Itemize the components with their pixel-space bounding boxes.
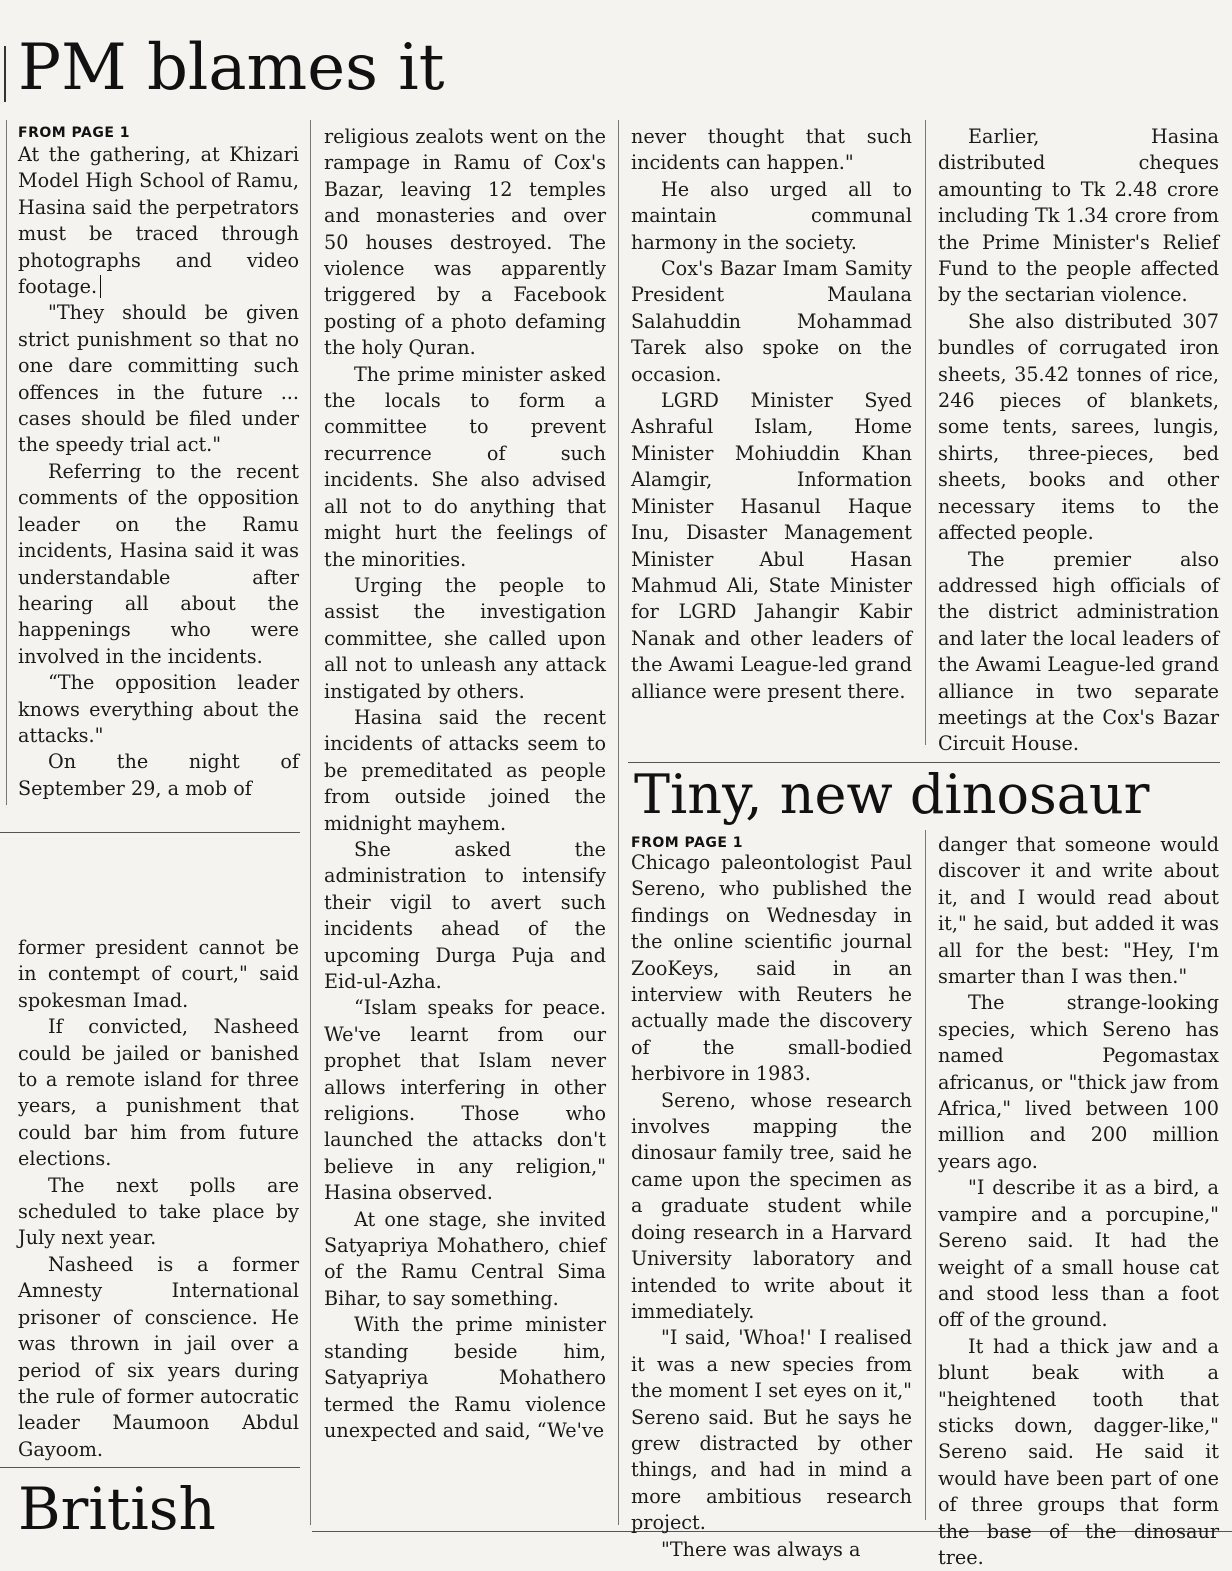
paragraph: “Islam speaks for peace. We've learnt from our prophet that Islam never allows interfering in other religions. Those who launched the attacks don't believe in any religion," Hasina observed. <box>324 996 606 1205</box>
paragraph: "I said, 'Whoa!' I realised it was a new species from the moment I set eyes on it," Sereno said. But he says he grew distracted by other things, and had in mind a more ambitious research project. <box>631 1326 912 1535</box>
paragraph: With the prime minister standing beside him, Satyapriya Mohathero termed the Ramu violence unexpected and said, “We've <box>324 1313 606 1442</box>
headline-british: British <box>18 1475 216 1543</box>
paragraph: At the gathering, at Khizari Model High School of Ramu, Hasina said the perpetrators must be traced through photographs and video footage. <box>18 143 299 299</box>
story4-column-1 <box>631 850 912 1563</box>
paragraph: He also urged all to maintain communal harmony in the society. <box>631 177 912 254</box>
paragraph: It had a thick jaw and a blunt beak with a "heightened tooth that sticks down, dagger-like," Sereno said. He said it would have been part of one of three groups that form the base of the dinosaur tree. <box>938 1334 1219 1569</box>
paragraph: The prime minister asked the locals to form a committee to prevent recurrence of such incidents. She also advised all not to do anything that might hurt the feelings of the minorities. <box>324 362 606 571</box>
kicker-from-page-1: FROM PAGE 1 <box>18 125 131 141</box>
section-divider-left-top <box>0 832 300 833</box>
section-divider-left-bottom <box>0 1467 300 1468</box>
paragraph: former president cannot be in contempt of court," said spokesman Imad. <box>18 936 299 1012</box>
headline-pm-blames-it: PM blames it <box>18 31 445 105</box>
column-rule-3 <box>618 120 619 1525</box>
column-rule-4-lower <box>925 830 926 1520</box>
paragraph: Hasina said the recent incidents of attacks seem to be premeditated as people from outside joined the midnight mayhem. <box>324 705 606 835</box>
paragraph: religious zealots went on the rampage in Ramu of Cox's Bazar, leaving 12 temples and monasteries and over 50 houses destroyed. The violence was apparently triggered by a Facebook posting of a photo defaming the holy Quran. <box>324 125 606 360</box>
paragraph: The strange-looking species, which Sereno has named Pegomastax africanus, or "thick jaw from Africa," lived between 100 million and 200 million years ago. <box>938 991 1219 1173</box>
paragraph: Referring to the recent comments of the opposition leader on the Ramu incidents, Hasina said it was understandable after hearing all about the happenings who were involved in the incidents. <box>18 459 299 668</box>
paragraph: The premier also addressed high officials of the district administration and later the local leaders of the Awami League-led grand alliance in two separate meetings at the Cox's Bazar Circuit House. <box>938 547 1219 756</box>
paragraph: At one stage, she invited Satyapriya Mohathero, chief of the Ramu Central Sima Bihar, to say something. <box>324 1207 606 1310</box>
paragraph: Nasheed is a former Amnesty International prisoner of conscience. He was thrown in jail over a period of six years during the rule of former autocratic leader Maumoon Abdul Gayoom. <box>18 1252 299 1461</box>
paragraph: Urging the people to assist the investigation committee, she called upon all not to unleash any attack instigated by others. <box>324 573 606 703</box>
paragraph: "They should be given strict punishment so that no one dare committing such offences in the future ... cases should be filed under the speedy trial act." <box>18 301 299 457</box>
left-edge-rule <box>4 46 6 102</box>
paragraph: She asked the administration to intensify their vigil to avert such incidents ahead of the upcoming Durga Puja and Eid-ul-Azha. <box>324 837 606 993</box>
paragraph: danger that someone would discover it and write about it, and I would read about it," he said, but added it was all for the best: "Hey, I'm smarter than I was then." <box>938 833 1219 989</box>
headline-tiny-new-dinosaur: Tiny, new dinosaur <box>634 763 1150 826</box>
story1-column-2 <box>324 124 606 1444</box>
paragraph: Chicago paleontologist Paul Sereno, who published the findings on Wednesday in the online scientific journal ZooKeys, said in an interview with Reuters he actually made the discovery of the small-bodied herbivore in 1983. <box>631 851 912 1086</box>
story1-column-1 <box>18 142 299 802</box>
paragraph: "There was always a <box>661 1537 861 1561</box>
column-rule-2 <box>310 120 311 1525</box>
kicker-from-page-1: FROM PAGE 1 <box>631 835 744 851</box>
paragraph: If convicted, Nasheed could be jailed or banished to a remote island for three years, a punishment that could bar him from future elections. <box>18 1015 299 1171</box>
paragraph: On the night of September 29, a mob of <box>18 750 299 800</box>
left-column-rule <box>6 120 7 805</box>
paragraph: Earlier, Hasina distributed cheques amounting to Tk 2.48 crore including Tk 1.34 crore from the Prime Minister's Relief Fund to the people affected by the sectarian violence. <box>938 125 1219 307</box>
paragraph: LGRD Minister Syed Ashraful Islam, Home Minister Mohiuddin Khan Alamgir, Information Minister Hasanul Haque Inu, Disaster Management Minister Abul Hasan Mahmud Ali, State Minister for LGRD Jahangir Kabir Nanak and other leaders of the Awami League-led grand alliance were present there. <box>631 389 912 703</box>
story2-column <box>18 935 299 1463</box>
paragraph: "I describe it as a bird, a vampire and a porcupine," Sereno said. It had the weight of a small house cat and stood less than a foot off of the ground. <box>938 1176 1219 1332</box>
column-rule-4 <box>925 120 926 745</box>
story1-column-3 <box>631 124 912 705</box>
story1-column-4 <box>938 124 1219 758</box>
paragraph: “The opposition leader knows everything about the attacks." <box>18 671 299 747</box>
paragraph: She also distributed 307 bundles of corrugated iron sheets, 35.42 tonnes of rice, 246 pieces of blankets, some tents, sarees, lungis, shirts, three-pieces, bed sheets, books and other necessary items to the affected people. <box>938 309 1219 545</box>
paragraph: The next polls are scheduled to take place by July next year. <box>18 1173 299 1250</box>
paragraph: Cox's Bazar Imam Samity President Maulana Salahuddin Mohammad Tarek also spoke on the occasion. <box>631 257 912 386</box>
paragraph: Sereno, whose research involves mapping the dinosaur family tree, said he came upon the specimen as a graduate student while doing research in a Harvard University laboratory and intended to write about it immediately. <box>631 1088 912 1323</box>
paragraph: never thought that such incidents can happen." <box>631 125 912 175</box>
story4-column-2 <box>938 832 1219 1571</box>
